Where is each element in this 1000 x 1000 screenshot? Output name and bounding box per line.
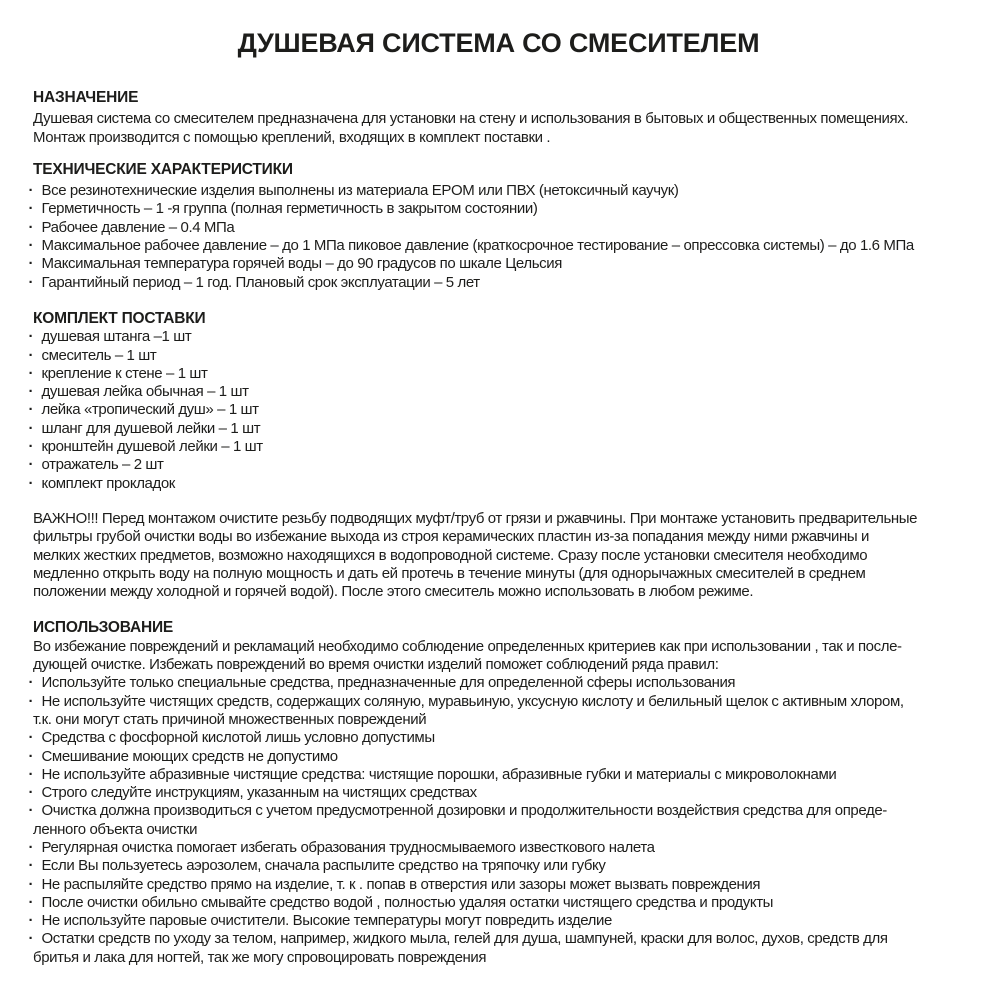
bullet-item bbox=[28, 182, 964, 200]
bullet-item bbox=[28, 692, 964, 730]
bullet-dot-icon: · bbox=[28, 930, 34, 948]
bullet-dot-icon: · bbox=[28, 237, 34, 255]
bullet-text: Герметичность – 1 -я группа (полная герметичность в закрытом состоянии) bbox=[41, 200, 538, 218]
bullet-item bbox=[28, 893, 964, 912]
bullet-item bbox=[28, 237, 964, 255]
bullet-dot-icon: · bbox=[28, 218, 34, 236]
bullet-text: комплект прокладок bbox=[41, 474, 175, 492]
bullet-item bbox=[28, 200, 964, 218]
bullet-text: смеситель – 1 шт bbox=[41, 346, 157, 364]
bullet-item bbox=[28, 419, 964, 438]
section-heading-purpose: НАЗНАЧЕНИЕ bbox=[33, 89, 139, 106]
bullet-dot-icon: · bbox=[28, 273, 34, 291]
bullet-text: шланг для душевой лейки – 1 шт bbox=[41, 419, 261, 437]
bullet-dot-icon: · bbox=[28, 747, 34, 765]
bullet-text: Средства с фосфорной кислотой лишь условно допустимы bbox=[41, 729, 435, 747]
bullet-text: душевая штанга –1 шт bbox=[41, 328, 192, 346]
bullet-item bbox=[28, 218, 964, 237]
bullet-text: Очистка должна производиться с учетом предусмотренной дозировки и продолжительности воздействия средства для опреде- ленного объекта очистки bbox=[33, 802, 887, 838]
bullet-dot-icon: · bbox=[28, 838, 34, 856]
bullet-dot-icon: · bbox=[28, 729, 34, 747]
bullet-text: Используйте только специальные средства, предназначенные для определенной сферы использования bbox=[41, 674, 736, 692]
usage-intro-paragraph: Во избежание повреждений и рекламаций необходимо соблюдение определенных критериев как при использовании , так и после- дующей очистке. Избежать повреждений во время очистки изделий поможет соблюдений ряда правил: bbox=[33, 637, 902, 674]
bullet-dot-icon: · bbox=[28, 438, 34, 456]
bullet-dot-icon: · bbox=[28, 692, 34, 710]
bullet-text: Максимальная температура горячей воды – до 90 градусов по шкале Цельсия bbox=[41, 255, 562, 273]
bullet-text: Смешивание моющих средств не допустимо bbox=[41, 747, 338, 765]
section-purpose bbox=[33, 89, 964, 147]
section-package bbox=[28, 309, 964, 493]
bullet-text: Остатки средств по уходу за телом, например, жидкого мыла, гелей для душа, шампуней, краски для волос, духов, средств для бритья и лака для ногтей, так же могу спровоцировать повреждения bbox=[33, 930, 888, 966]
bullet-dot-icon: · bbox=[28, 802, 34, 820]
bullet-text: крепление к стене – 1 шт bbox=[41, 364, 208, 382]
bullet-dot-icon: · bbox=[28, 328, 34, 346]
bullet-item bbox=[28, 255, 964, 273]
bullet-text: Не используйте чистящих средств, содержащих соляную, муравьиную, уксусную кислоту и белильный щелок с активным хлором, т.к. они могут стать причиной множественных повреждений bbox=[33, 692, 904, 728]
bullet-item bbox=[28, 346, 964, 365]
specs-bullet-list bbox=[28, 182, 964, 292]
bullet-dot-icon: · bbox=[28, 857, 34, 875]
bullet-item bbox=[28, 273, 964, 292]
bullet-item bbox=[28, 401, 964, 419]
bullet-text: отражатель – 2 шт bbox=[41, 456, 164, 474]
bullet-dot-icon: · bbox=[28, 346, 34, 364]
bullet-item bbox=[28, 747, 964, 766]
bullet-item bbox=[28, 729, 964, 747]
bullet-text: Гарантийный период – 1 год. Плановый срок эксплуатации – 5 лет bbox=[41, 273, 480, 291]
package-bullet-list bbox=[28, 328, 964, 493]
bullet-item bbox=[28, 802, 964, 839]
bullet-text: Не используйте паровые очистители. Высокие температуры могут повредить изделие bbox=[41, 912, 612, 930]
bullet-dot-icon: · bbox=[28, 765, 34, 783]
bullet-item bbox=[28, 857, 964, 875]
section-important bbox=[33, 510, 964, 601]
bullet-dot-icon: · bbox=[28, 200, 34, 218]
bullet-dot-icon: · bbox=[28, 456, 34, 474]
bullet-text: Все резинотехнические изделия выполнены из материала EPOM или ПВХ (нетоксичный каучук) bbox=[41, 182, 679, 200]
bullet-item bbox=[28, 674, 964, 692]
bullet-text: Максимальное рабочее давление – до 1 МПа пиковое давление (краткосрочное тестирование – опрессовка системы) – до 1.6 МПа bbox=[41, 237, 914, 255]
bullet-item bbox=[28, 364, 964, 383]
bullet-dot-icon: · bbox=[28, 383, 34, 401]
bullet-dot-icon: · bbox=[28, 893, 34, 911]
bullet-item bbox=[28, 383, 964, 401]
bullet-item bbox=[28, 784, 964, 802]
section-heading-usage: ИСПОЛЬЗОВАНИЕ bbox=[33, 619, 174, 637]
bullet-dot-icon: · bbox=[28, 912, 34, 930]
important-paragraph: ВАЖНО!!! Перед монтажом очистите резьбу подводящих муфт/труб от грязи и ржавчины. При монтаже установить предварительные фильтры грубой очистки воды во избежание выхода из строя керамических пластин из-за попадания между ними ржавчины и мелких жестких предметов, возможно находящихся в водопроводной системе. Сразу после установки смесителя необходимо медленно открыть воду на полную мощность и дать ей протечь в течение минуты (для однорычажных смесителей в среднем положении между холодной и горячей водой). После этого смеситель можно использовать в любом режиме. bbox=[33, 509, 918, 601]
bullet-text: лейка «тропический душ» – 1 шт bbox=[41, 401, 259, 419]
bullet-item bbox=[28, 912, 964, 930]
bullet-dot-icon: · bbox=[28, 875, 34, 893]
bullet-dot-icon: · bbox=[28, 419, 34, 437]
bullet-item bbox=[28, 930, 964, 967]
bullet-dot-icon: · bbox=[28, 255, 34, 273]
bullet-text: После очистки обильно смывайте средство водой , полностью удаляя остатки чистящего средства и продукты bbox=[41, 893, 774, 911]
bullet-text: кронштейн душевой лейки – 1 шт bbox=[41, 438, 263, 456]
bullet-text: Регулярная очистка помогает избегать образования трудносмываемого известкового налета bbox=[41, 838, 655, 856]
bullet-item bbox=[28, 875, 964, 894]
bullet-dot-icon: · bbox=[28, 674, 34, 692]
bullet-dot-icon: · bbox=[28, 182, 34, 200]
bullet-dot-icon: · bbox=[28, 364, 34, 382]
purpose-paragraph: Душевая система со смесителем предназначена для установки на стену и использования в бытовых и общественных помещениях. Монтаж производится с помощью креплений, входящих в комплект поставки . bbox=[33, 110, 909, 146]
section-heading-specs: ТЕХНИЧЕСКИЕ ХАРАКТЕРИСТИКИ bbox=[33, 160, 293, 178]
page-title: ДУШЕВАЯ СИСТЕМА СО СМЕСИТЕЛЕМ bbox=[237, 28, 760, 58]
bullet-item bbox=[28, 838, 964, 857]
bullet-text: Рабочее давление – 0.4 МПа bbox=[41, 218, 235, 236]
bullet-text: Строго следуйте инструкциям, указанным на чистящих средствах bbox=[41, 784, 477, 802]
usage-bullet-list bbox=[28, 674, 964, 967]
bullet-dot-icon: · bbox=[28, 401, 34, 419]
bullet-text: душевая лейка обычная – 1 шт bbox=[41, 383, 249, 401]
bullet-item bbox=[28, 474, 964, 493]
bullet-item bbox=[28, 438, 964, 456]
section-usage bbox=[28, 619, 964, 967]
section-heading-package: КОМПЛЕКТ ПОСТАВКИ bbox=[33, 309, 206, 327]
bullet-dot-icon: · bbox=[28, 474, 34, 492]
bullet-item bbox=[28, 765, 964, 784]
bullet-text: Если Вы пользуетесь аэрозолем, сначала распылите средство на тряпочку или губку bbox=[41, 857, 606, 875]
bullet-item bbox=[28, 328, 964, 346]
bullet-dot-icon: · bbox=[28, 784, 34, 802]
section-specs bbox=[28, 160, 964, 292]
bullet-item bbox=[28, 456, 964, 474]
bullet-text: Не распыляйте средство прямо на изделие, т. к . попав в отверстия или зазоры может вызвать повреждения bbox=[41, 875, 761, 893]
bullet-text: Не используйте абразивные чистящие средства: чистящие порошки, абразивные губки и материалы с микроволокнами bbox=[41, 765, 837, 783]
